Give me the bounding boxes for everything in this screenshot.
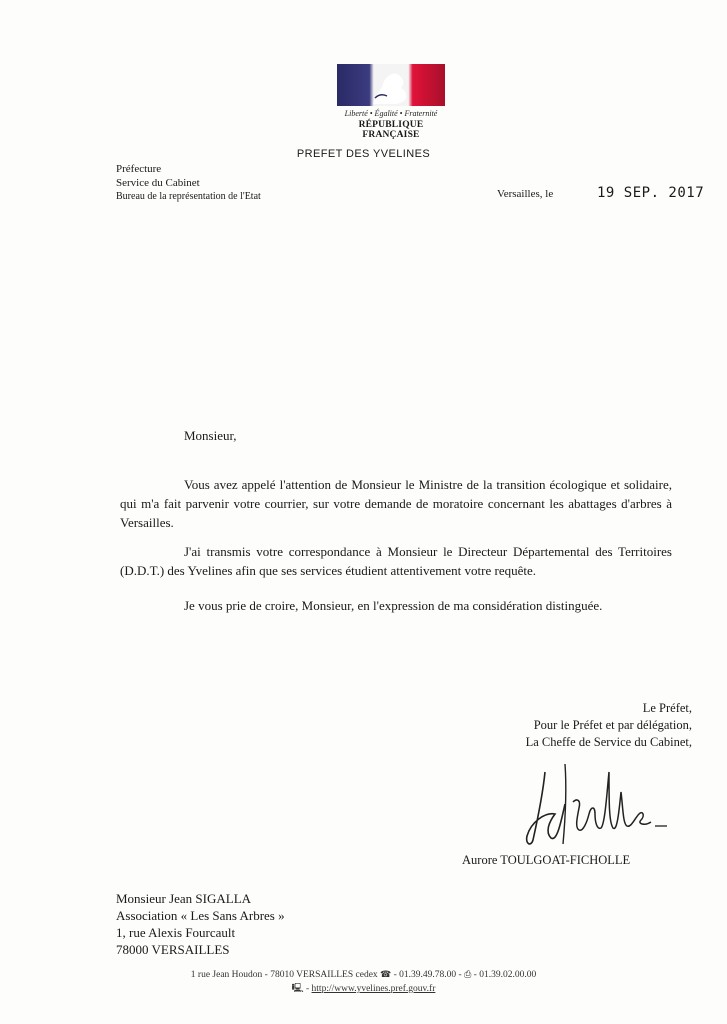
signature-line-cheffe: La Cheffe de Service du Cabinet, — [525, 735, 692, 749]
body-paragraph-3: Je vous prie de croire, Monsieur, en l'expression de ma considération distinguée. — [184, 598, 603, 613]
handwritten-signature — [515, 752, 690, 852]
dateline-place: Versailles, le — [497, 188, 554, 200]
website-link[interactable]: http://www.yvelines.pref.gouv.fr — [311, 984, 436, 994]
signature-line-prefet: Le Préfet, — [642, 701, 692, 715]
signature-line-delegation: Pour le Préfet et par délégation, — [533, 718, 692, 732]
recipient-name: Monsieur Jean SIGALLA — [116, 891, 252, 906]
recipient-address — [116, 890, 285, 958]
footer-address: 1 rue Jean Houdon - 78010 VERSAILLES cedex — [190, 970, 378, 980]
tricolor-flag — [337, 64, 445, 106]
salutation: Monsieur, — [184, 428, 237, 443]
recipient-street: 1, rue Alexis Fourcault — [116, 925, 236, 940]
sender-line-bureau: Bureau de la représentation de l'Etat — [116, 191, 261, 202]
computer-icon: 🖳 — [291, 984, 304, 994]
footer — [0, 968, 727, 996]
recipient-association: Association « Les Sans Arbres » — [116, 908, 285, 923]
footer-contact-line — [0, 968, 727, 982]
telephone-icon: ☎ — [380, 970, 392, 980]
footer-fax: - 01.39.02.00.00 — [473, 970, 537, 980]
signature-block — [454, 700, 692, 751]
prefet-title: PREFET DES YVELINES — [296, 148, 431, 160]
footer-phone: - 01.39.49.78.00 - — [393, 970, 462, 980]
marianne-logo — [333, 64, 449, 140]
signer-name: Aurore TOULGOAT-FICHOLLE — [462, 853, 631, 867]
body-paragraph-1: Vous avez appelé l'attention de Monsieur le Ministre de la transition écologique et solidaire, qui m'a fait parvenir votre courrier, sur votre demande de moratoire concernant les abattages d'arbres à Versailles. — [120, 477, 672, 530]
republic-name: RÉPUBLIQUE FRANÇAISE — [358, 120, 424, 140]
sender-line-prefecture: Préfecture — [116, 163, 162, 175]
recipient-city: 78000 VERSAILLES — [116, 942, 230, 957]
sender-block — [116, 162, 261, 204]
marianne-profile-icon — [337, 64, 445, 106]
sender-line-service: Service du Cabinet — [116, 177, 200, 189]
footer-web-line: 🖳 - http://www.yvelines.pref.gouv.fr — [291, 984, 436, 994]
fax-icon: ⎙ — [464, 970, 472, 980]
body-paragraph-2: J'ai transmis votre correspondance à Monsieur le Directeur Départemental des Territoires (D.D.T.) des Yvelines afin que ses services étudient attentivement votre requête. — [120, 544, 672, 578]
date-stamp: 19 SEP. 2017 — [597, 185, 705, 201]
motto: Liberté • Égalité • Fraternité — [344, 109, 438, 118]
